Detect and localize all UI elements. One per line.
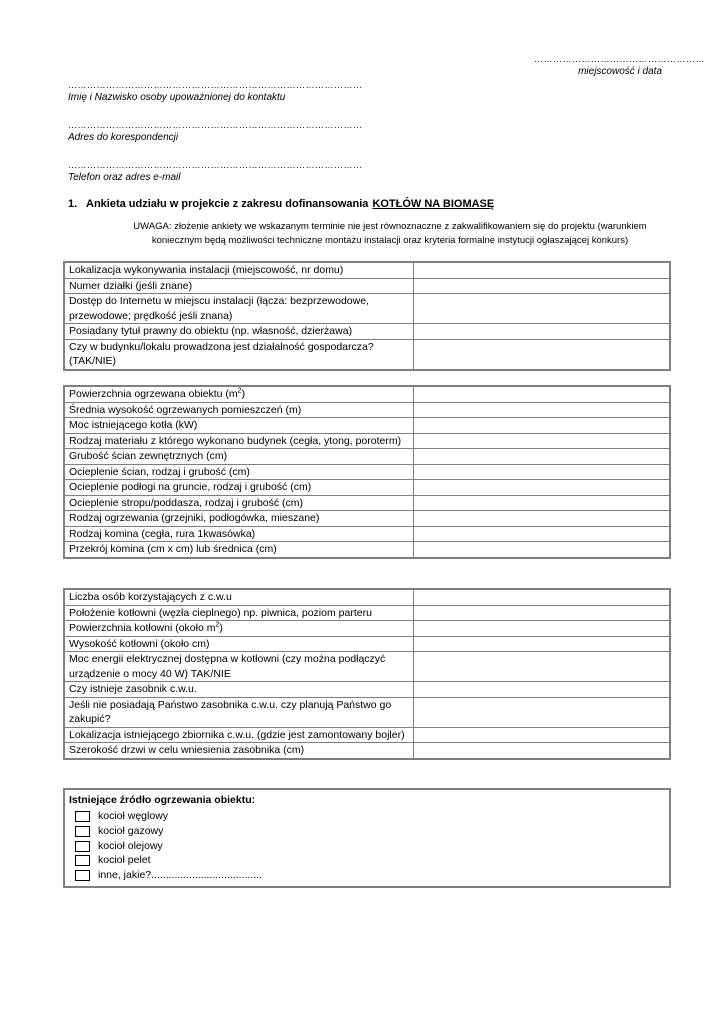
question-cell: Wysokość kotłowni (około cm) [64, 636, 414, 652]
question-cell: Lokalizacja istniejącego zbiornika c.w.u. (gdzie jest zamontowany bojler) [64, 727, 414, 743]
answer-cell[interactable] [414, 697, 671, 727]
question-cell: Lokalizacja wykonywania instalacji (miejscowość, nr domu) [64, 262, 414, 278]
option-pellet-boiler[interactable] [75, 854, 151, 866]
heating-source-box [63, 788, 671, 888]
question-cell: Numer działki (jeśli znane) [64, 278, 414, 294]
address-label: Adres do korespondencji [68, 132, 179, 143]
option-oil-boiler[interactable] [75, 840, 163, 852]
question-cell: Rodzaj materiału z którego wykonano budynek (cegła, ytong, poroterm) [64, 433, 414, 449]
question-cell: Dostęp do Internetu w miejscu instalacji (łącza: bezprzewodowe, przewodowe; prędkość jeśli znana) [64, 294, 414, 324]
table-row [64, 743, 670, 759]
question-cell: Moc istniejącego kotła (kW) [64, 418, 414, 434]
checkbox[interactable] [75, 841, 90, 852]
checkbox[interactable] [75, 811, 90, 822]
place-date-line[interactable]: ……………………………………………… [534, 54, 705, 64]
table-row [64, 727, 670, 743]
section-highlight: KOTŁÓW NA BIOMASĘ [372, 198, 495, 210]
note-text: UWAGA: złożenie ankiety we wskazanym terminie nie jest równoznaczne z zakwalifikowaniem się do projektu (warunkiem koniecznym będą możliwości techniczne montażu instalacji oraz kryteria formalne instytucji ogłaszającej konkurs) [133, 221, 647, 246]
table-row [64, 542, 670, 558]
address-line[interactable]: ………………………………………………………………………………… [68, 120, 363, 130]
answer-cell[interactable] [414, 727, 671, 743]
answer-cell[interactable] [414, 464, 671, 480]
building-table [63, 385, 671, 559]
answer-cell[interactable] [414, 682, 671, 698]
answer-cell[interactable] [414, 589, 671, 605]
checkbox[interactable] [75, 855, 90, 866]
table-row [64, 402, 670, 418]
answer-cell[interactable] [414, 433, 671, 449]
phone-email-label: Telefon oraz adres e-mail [68, 172, 181, 183]
section-title-text: Ankieta udziału w projekcie z zakresu dofinansowania [86, 198, 369, 210]
answer-cell[interactable] [414, 418, 671, 434]
question-text: Powierzchnia kotłowni (około m [69, 622, 216, 634]
table-row [64, 278, 670, 294]
answer-cell[interactable] [414, 743, 671, 759]
table-row [64, 511, 670, 527]
answer-cell[interactable] [414, 542, 671, 558]
superscript: 2 [237, 387, 242, 395]
question-cell: Szerokość drzwi w celu wniesienia zasobnika (cm) [64, 743, 414, 759]
answer-cell[interactable] [414, 402, 671, 418]
section-number: 1. [68, 198, 78, 210]
answer-cell[interactable] [414, 324, 671, 340]
superscript: 2 [215, 621, 220, 629]
answer-cell[interactable] [414, 480, 671, 496]
question-cell: Czy w budynku/lokalu prowadzona jest działalność gospodarcza? (TAK/NIE) [64, 339, 414, 370]
answer-cell[interactable] [414, 262, 671, 278]
question-cell: Średnia wysokość ogrzewanych pomieszczeń (m) [64, 402, 414, 418]
question-cell: Moc energii elektrycznej dostępna w kotłowni (czy można podłączyć urządzenie o mocy 40 W) TAK/NIE [64, 652, 414, 682]
option-gas-boiler[interactable] [75, 825, 163, 837]
location-table [63, 261, 671, 371]
table-row [64, 433, 670, 449]
answer-cell[interactable] [414, 495, 671, 511]
question-cell: Czy istnieje zasobnik c.w.u. [64, 682, 414, 698]
option-other[interactable] [75, 869, 262, 881]
question-cell: Grubość ścian zewnętrznych (cm) [64, 449, 414, 465]
answer-cell[interactable] [414, 636, 671, 652]
answer-cell[interactable] [414, 294, 671, 324]
table-row [64, 294, 670, 324]
table-row [64, 605, 670, 621]
table-row [64, 386, 670, 402]
question-text: Powierzchnia ogrzewana obiektu (m [69, 388, 238, 400]
table-row [64, 324, 670, 340]
option-label: kocioł węglowy [98, 810, 169, 822]
table-row [64, 480, 670, 496]
table-row [64, 339, 670, 370]
answer-cell[interactable] [414, 621, 671, 637]
table-row [64, 495, 670, 511]
question-cell: Ocieplenie podłogi na gruncie, rodzaj i grubość (cm) [64, 480, 414, 496]
option-label: kocioł gazowy [98, 825, 164, 837]
answer-cell[interactable] [414, 526, 671, 542]
table-row [64, 621, 670, 637]
table-row [64, 418, 670, 434]
question-cell: Przekrój komina (cm x cm) lub średnica (cm) [64, 542, 414, 558]
answer-cell[interactable] [414, 386, 671, 402]
question-cell [64, 621, 414, 637]
table-row [64, 697, 670, 727]
checkbox[interactable] [75, 870, 90, 881]
heating-source-title: Istniejące źródło ogrzewania obiektu: [69, 794, 256, 806]
table-row [64, 464, 670, 480]
question-cell: Położenie kotłowni (węzła cieplnego) np. piwnica, poziom parteru [64, 605, 414, 621]
contact-name-label: Imię i Nazwisko osoby upoważnionej do kontaktu [68, 92, 286, 103]
table-row [64, 449, 670, 465]
table-row [64, 262, 670, 278]
question-cell: Liczba osób korzystających z c.w.u [64, 589, 414, 605]
option-label: kocioł olejowy [98, 840, 163, 852]
table-row [64, 682, 670, 698]
question-cell: Rodzaj ogrzewania (grzejniki, podłogówka, mieszane) [64, 511, 414, 527]
question-cell [64, 386, 414, 402]
option-label: inne, jakie?...................................... [98, 869, 262, 881]
answer-cell[interactable] [414, 278, 671, 294]
place-date-label: miejscowość i data [578, 66, 662, 77]
question-cell: Posiadany tytuł prawny do obiektu (np. własność, dzierżawa) [64, 324, 414, 340]
table-row [64, 589, 670, 605]
answer-cell[interactable] [414, 339, 671, 370]
question-text-end: ) [241, 388, 246, 400]
question-cell: Ocieplenie stropu/poddasza, rodzaj i grubość (cm) [64, 495, 414, 511]
section-title [68, 198, 494, 210]
option-label: kocioł pelet [98, 854, 151, 866]
question-cell: Rodzaj komina (cegła, rura 1kwasówka) [64, 526, 414, 542]
checkbox[interactable] [75, 826, 90, 837]
answer-cell[interactable] [414, 511, 671, 527]
question-cell: Ocieplenie ścian, rodzaj i grubość (cm) [64, 464, 414, 480]
table-row [64, 636, 670, 652]
answer-cell[interactable] [414, 449, 671, 465]
question-cell: Jeśli nie posiadają Państwo zasobnika c.w.u. czy planują Państwo go zakupić? [64, 697, 414, 727]
answer-cell[interactable] [414, 605, 671, 621]
boiler-room-table [63, 588, 671, 760]
answer-cell[interactable] [414, 652, 671, 682]
table-row [64, 526, 670, 542]
option-coal-boiler[interactable] [75, 810, 168, 822]
phone-email-line[interactable]: ………………………………………………………………………………… [68, 160, 363, 170]
contact-name-line[interactable]: ………………………………………………………………………………… [68, 80, 363, 90]
question-text-end: ) [219, 622, 223, 634]
table-row [64, 652, 670, 682]
